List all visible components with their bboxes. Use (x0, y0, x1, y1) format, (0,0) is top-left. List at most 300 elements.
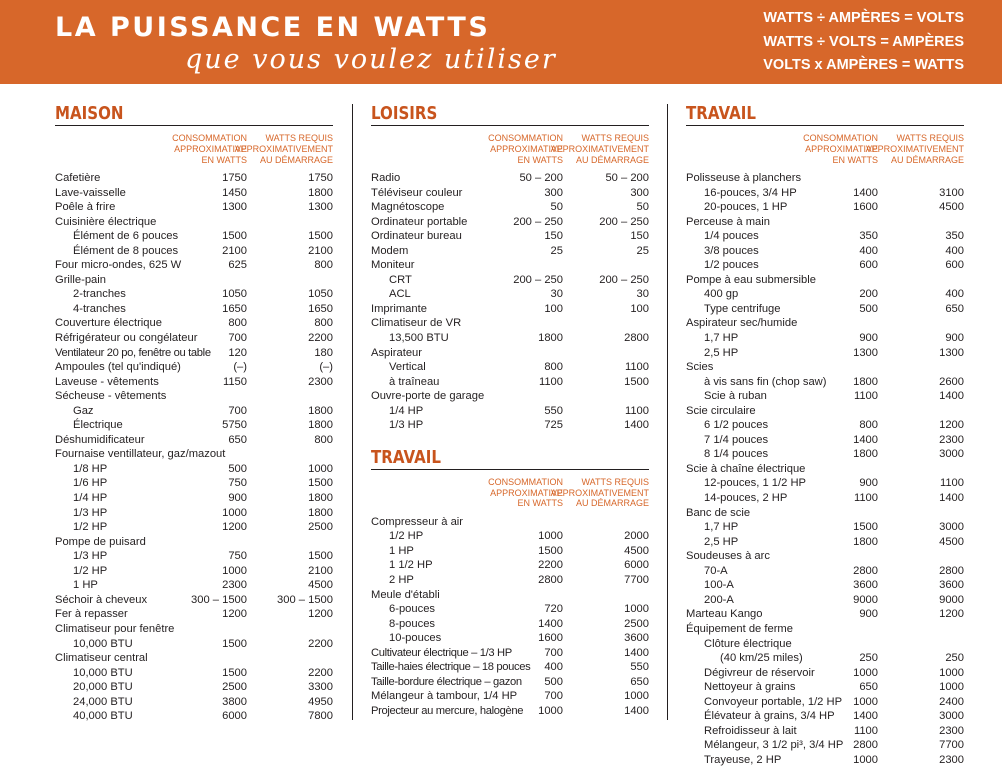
consumption-value: 1500 (222, 637, 247, 650)
startup-value: 25 (636, 244, 649, 257)
table-row (55, 418, 333, 433)
startup-value: 2100 (308, 244, 333, 257)
appliance-label: Ordinateur portable (371, 215, 468, 228)
consumption-value: 1000 (853, 695, 878, 708)
startup-value: 2800 (624, 332, 649, 345)
formula-volts: WATTS ÷ AMPÈRES = VOLTS (763, 10, 964, 26)
table-row (371, 617, 649, 632)
appliance-label: Radio (371, 172, 401, 184)
formula-watts: VOLTS x AMPÈRES = WATTS (763, 57, 964, 73)
header-consumption: CONSOMMATION APPROXIMATIVE EN WATTS (803, 133, 878, 165)
rows-maison (55, 171, 333, 724)
appliance-label: Réfrigérateur ou congélateur (55, 332, 198, 345)
appliance-label: Taille-haies électrique – 18 pouces (371, 661, 531, 674)
appliance-label: 1/3 HP (73, 506, 108, 519)
table-row (371, 258, 649, 273)
consumption-value: 900 (228, 492, 247, 505)
appliance-label: 1/4 HP (389, 404, 424, 417)
startup-value: 3000 (939, 710, 964, 723)
table-row (686, 724, 964, 739)
table-row (686, 738, 964, 753)
startup-value: 1400 (624, 419, 649, 432)
rows-travail-right (686, 171, 964, 767)
startup-value: 1100 (624, 404, 649, 417)
table-row (686, 593, 964, 608)
table-row (371, 375, 649, 390)
appliance-label: Électrique (73, 419, 123, 432)
consumption-value: 750 (228, 477, 247, 490)
appliance-label: Scie circulaire (686, 404, 756, 417)
table-row (55, 186, 333, 201)
appliance-label: Banc de scie (686, 506, 751, 519)
appliance-label: 24,000 BTU (73, 695, 133, 708)
table-row (686, 637, 964, 652)
consumption-value: 900 (859, 332, 878, 345)
appliance-label: Pompe de puisard (55, 535, 146, 548)
startup-value: 1800 (308, 186, 333, 199)
appliance-label: 40,000 BTU (73, 710, 133, 723)
appliance-label: Couverture électrique (55, 317, 162, 330)
startup-value: 2300 (308, 375, 333, 388)
consumption-value: 1400 (538, 617, 563, 630)
appliance-label: 10-pouces (389, 632, 442, 645)
appliance-label: Pompe à eau submersible (686, 273, 816, 286)
table-row (55, 709, 333, 724)
appliance-label: Vertical (389, 361, 426, 374)
rows-travail-mid (371, 515, 649, 719)
consumption-value: 1200 (222, 608, 247, 621)
header-consumption: CONSOMMATION APPROXIMATIVE EN WATTS (488, 476, 563, 509)
startup-value: 1000 (624, 603, 649, 616)
consumption-value: 1100 (853, 492, 878, 505)
consumption-value: 120 (228, 346, 247, 359)
appliance-label: Cafetière (55, 172, 101, 184)
table-row (686, 666, 964, 681)
table-row (686, 607, 964, 622)
appliance-label: Climatiseur pour fenêtre (55, 622, 175, 635)
table-row (686, 622, 964, 637)
appliance-label: Mélangeur, 3 1/2 pi³, 3/4 HP (704, 739, 844, 752)
startup-value: 180 (314, 346, 333, 359)
table-row (371, 215, 649, 230)
appliance-label: 1/6 HP (73, 477, 108, 490)
appliance-label: Taille-bordure électrique – gazon (371, 675, 522, 688)
table-row (371, 544, 649, 559)
consumption-value: 1500 (538, 544, 563, 557)
startup-value: 2200 (308, 637, 333, 650)
appliance-label: 2-tranches (73, 288, 126, 301)
appliance-label: Four micro-ondes, 625 W (55, 259, 182, 272)
consumption-value: 1200 (222, 521, 247, 534)
startup-value: 300 (630, 186, 649, 199)
appliance-label: Gaz (73, 404, 94, 417)
consumption-value: 1750 (222, 172, 247, 184)
column-headers (686, 133, 964, 171)
appliance-label: Scie à chaîne électrique (686, 462, 806, 475)
consumption-value: 1500 (853, 521, 878, 534)
table-row (55, 666, 333, 681)
appliance-label: Convoyeur portable, 1/2 HP (704, 695, 843, 708)
table-row (686, 244, 964, 259)
table-row (686, 375, 964, 390)
startup-value: 1000 (624, 690, 649, 703)
header-startup: WATTS REQUIS APPROXIMATIVEMENT AU DÉMARRAGE (865, 133, 964, 165)
table-row (371, 646, 649, 661)
table-row (371, 346, 649, 361)
table-row (371, 529, 649, 544)
appliance-label: Perceuse à main (686, 215, 770, 228)
table-row (686, 462, 964, 477)
appliance-label: 14-pouces, 2 HP (704, 492, 788, 505)
appliance-label: 1/2 HP (389, 530, 424, 543)
startup-value: 1500 (308, 230, 333, 243)
appliance-label: Ouvre-porte de garage (371, 390, 485, 403)
appliance-label: Climatiseur de VR (371, 317, 462, 330)
consumption-value: 625 (228, 259, 247, 272)
startup-value: 3300 (308, 681, 333, 694)
appliance-label: Ventilateur 20 po, fenêtre ou table (55, 346, 211, 359)
appliance-label: Déshumidificateur (55, 433, 145, 446)
table-row (55, 695, 333, 710)
header-banner (0, 0, 1002, 84)
startup-value: 400 (945, 288, 964, 301)
appliance-label: 7 1/4 pouces (704, 433, 769, 446)
appliance-label: 20,000 BTU (73, 681, 133, 694)
startup-value: 2100 (308, 564, 333, 577)
table-row (686, 578, 964, 593)
appliance-label: Meule d'établi (371, 588, 440, 601)
startup-value: 1100 (939, 477, 964, 490)
table-row (686, 651, 964, 666)
consumption-value: 1100 (853, 390, 878, 403)
appliance-label: Fer à repasser (55, 608, 128, 621)
consumption-value: 1450 (222, 186, 247, 199)
table-row (55, 404, 333, 419)
table-row (55, 258, 333, 273)
table-row (686, 316, 964, 331)
startup-value: 7800 (308, 710, 333, 723)
startup-value: 6000 (624, 559, 649, 572)
appliance-label: 6 1/2 pouces (704, 419, 769, 432)
table-row (371, 404, 649, 419)
consumption-value: 1000 (853, 753, 878, 766)
table-row (55, 244, 333, 259)
consumption-value: 3600 (853, 579, 878, 592)
consumption-value: 750 (228, 550, 247, 563)
startup-value: 200 – 250 (599, 215, 649, 228)
consumption-value: 1600 (853, 201, 878, 214)
startup-value: 1500 (624, 375, 649, 388)
consumption-value: 700 (228, 404, 247, 417)
table-row (371, 244, 649, 259)
startup-value: 1800 (308, 404, 333, 417)
consumption-value: 5750 (222, 419, 247, 432)
startup-value: 7700 (624, 574, 649, 587)
consumption-value: 2800 (853, 739, 878, 752)
table-row (55, 520, 333, 535)
consumption-value: 1000 (222, 564, 247, 577)
appliance-label: Cultivateur électrique – 1/3 HP (371, 646, 512, 659)
table-row (371, 558, 649, 573)
appliance-label: 6-pouces (389, 603, 436, 616)
table-row (371, 418, 649, 433)
appliance-label: Laveuse - vêtements (55, 375, 159, 388)
consumption-value: 300 (544, 186, 563, 199)
appliance-label: 4-tranches (73, 302, 126, 315)
appliance-label: 1/3 HP (73, 550, 108, 563)
consumption-value: 100 (544, 302, 563, 315)
appliance-label: CRT (389, 273, 412, 286)
appliance-label: Modem (371, 244, 409, 257)
appliance-label: à traîneau (389, 375, 440, 388)
appliance-label: Nettoyeur à grains (704, 681, 796, 694)
appliance-label: 1/4 pouces (704, 230, 759, 243)
table-row (55, 564, 333, 579)
appliance-label: 1/2 HP (73, 521, 108, 534)
table-row (55, 346, 333, 361)
table-row (371, 171, 649, 186)
table-row (55, 273, 333, 288)
appliance-label: 1 1/2 HP (389, 559, 433, 572)
table-row (55, 375, 333, 390)
table-row (55, 316, 333, 331)
consumption-value: 1400 (853, 433, 878, 446)
table-row (55, 593, 333, 608)
table-row (686, 389, 964, 404)
startup-value: 1650 (308, 302, 333, 315)
header-startup: WATTS REQUIS APPROXIMATIVEMENT AU DÉMARRAGE (550, 476, 649, 509)
startup-value: 1500 (308, 550, 333, 563)
appliance-label: 1/3 HP (389, 419, 424, 432)
table-row (371, 515, 649, 530)
consumption-value: 400 (859, 244, 878, 257)
startup-value: 400 (945, 244, 964, 257)
appliance-label: 1,7 HP (704, 332, 739, 345)
startup-value: 800 (314, 317, 333, 330)
appliance-label: 12-pouces, 1 1/2 HP (704, 477, 806, 490)
startup-value: 1200 (939, 608, 964, 621)
appliance-label: 2 HP (389, 574, 414, 587)
header-consumption: CONSOMMATION APPROXIMATIVE EN WATTS (172, 133, 247, 165)
consumption-value: 1000 (222, 506, 247, 519)
table-row (686, 171, 964, 186)
table-row (55, 637, 333, 652)
startup-value: 550 (630, 661, 649, 674)
table-row (686, 491, 964, 506)
section-travail-mid (371, 447, 649, 719)
consumption-value: 200 (859, 288, 878, 301)
startup-value: 1000 (939, 681, 964, 694)
startup-value: 1400 (624, 646, 649, 659)
table-row (686, 287, 964, 302)
table-row (55, 171, 333, 186)
appliance-label: Sécheuse - vêtements (55, 390, 167, 403)
consumption-value: 2800 (538, 574, 563, 587)
page-subtitle: que vous voulez utiliser (185, 44, 557, 75)
consumption-value: 1500 (222, 230, 247, 243)
consumption-value: 500 (859, 302, 878, 315)
table-row (686, 215, 964, 230)
table-row (371, 704, 649, 719)
startup-value: 650 (945, 302, 964, 315)
table-row (55, 215, 333, 230)
startup-value: 1800 (308, 506, 333, 519)
startup-value: 4500 (939, 535, 964, 548)
appliance-label: Aspirateur (371, 346, 422, 359)
consumption-value: 9000 (853, 593, 878, 606)
consumption-value: 1300 (222, 201, 247, 214)
consumption-value: 1800 (853, 375, 878, 388)
table-row (371, 229, 649, 244)
consumption-value: 2500 (222, 681, 247, 694)
consumption-value: 1100 (853, 724, 878, 737)
consumption-value: 1400 (853, 186, 878, 199)
startup-value: 300 – 1500 (277, 593, 333, 606)
table-row (686, 535, 964, 550)
startup-value: 200 – 250 (599, 273, 649, 286)
startup-value: 1800 (308, 419, 333, 432)
table-row (686, 418, 964, 433)
appliance-label: 1,7 HP (704, 521, 739, 534)
appliance-label: Grille-pain (55, 273, 106, 286)
table-row (371, 273, 649, 288)
table-row (371, 287, 649, 302)
consumption-value: 650 (859, 681, 878, 694)
startup-value: 1750 (308, 172, 333, 184)
consumption-value: 550 (544, 404, 563, 417)
consumption-value: 725 (544, 419, 563, 432)
table-row (686, 229, 964, 244)
consumption-value: 800 (859, 419, 878, 432)
consumption-value: 800 (544, 361, 563, 374)
consumption-value: 2300 (222, 579, 247, 592)
consumption-value: 900 (859, 608, 878, 621)
consumption-value: 350 (859, 230, 878, 243)
appliance-label: Cuisinière électrique (55, 215, 157, 228)
table-row (55, 578, 333, 593)
table-row (686, 447, 964, 462)
consumption-value: 1050 (222, 288, 247, 301)
startup-value: 4500 (624, 544, 649, 557)
table-row (55, 680, 333, 695)
section-title-loisirs: LOISIRS (371, 103, 649, 126)
appliance-label: Moniteur (371, 259, 415, 272)
startup-value: 2800 (939, 564, 964, 577)
appliance-label: 2,5 HP (704, 535, 739, 548)
consumption-value: 200 – 250 (513, 273, 563, 286)
startup-value: 50 (636, 201, 649, 214)
table-row (686, 302, 964, 317)
appliance-label: Équipement de ferme (686, 622, 793, 635)
table-row (686, 549, 964, 564)
appliance-label: Type centrifuge (704, 302, 781, 315)
appliance-label: Séchoir à cheveux (55, 593, 148, 606)
formula-amperes: WATTS ÷ VOLTS = AMPÈRES (763, 33, 964, 50)
consumption-value: 1800 (538, 332, 563, 345)
consumption-value: 1650 (222, 302, 247, 315)
appliance-label: Magnétoscope (371, 201, 445, 214)
table-row (55, 535, 333, 550)
consumption-value: (–) (233, 361, 247, 374)
table-row (371, 675, 649, 690)
startup-value: 4500 (939, 201, 964, 214)
consumption-value: 700 (544, 690, 563, 703)
table-row (371, 689, 649, 704)
column-divider (667, 104, 668, 720)
startup-value: 800 (314, 433, 333, 446)
appliance-label: Projecteur au mercure, halogène (371, 704, 524, 717)
column-divider (352, 104, 353, 720)
appliance-label: Imprimante (371, 302, 427, 315)
appliance-label: 200-A (704, 593, 734, 606)
table-row (55, 433, 333, 448)
section-title-travail: TRAVAIL (686, 103, 964, 126)
header-startup: WATTS REQUIS APPROXIMATIVEMENT AU DÉMARRAGE (234, 133, 333, 165)
table-row (371, 573, 649, 588)
startup-value: 50 – 200 (605, 172, 649, 184)
table-row (686, 753, 964, 767)
appliance-label: 1/2 pouces (704, 259, 759, 272)
appliance-label: (40 km/25 miles) (720, 652, 803, 665)
consumption-value: 1000 (538, 530, 563, 543)
appliance-label: Trayeuse, 2 HP (704, 753, 782, 766)
consumption-value: 50 (550, 201, 563, 214)
appliance-label: Élément de 8 pouces (73, 244, 179, 257)
appliance-label: Polisseuse à planchers (686, 172, 802, 184)
startup-value: 2500 (308, 521, 333, 534)
table-row (55, 389, 333, 404)
consumption-value: 1800 (853, 535, 878, 548)
table-row (686, 520, 964, 535)
startup-value: 30 (636, 288, 649, 301)
startup-value: 1200 (939, 419, 964, 432)
consumption-value: 1800 (853, 448, 878, 461)
table-row (371, 302, 649, 317)
header-consumption: CONSOMMATION APPROXIMATIVE EN WATTS (488, 133, 563, 165)
table-row (686, 695, 964, 710)
appliance-label: Scies (686, 361, 714, 374)
page-title: LA PUISSANCE EN WATTS (55, 12, 491, 43)
consumption-value: 200 – 250 (513, 215, 563, 228)
consumption-value: 650 (228, 433, 247, 446)
consumption-value: 300 – 1500 (191, 593, 247, 606)
table-row (686, 186, 964, 201)
table-row (686, 360, 964, 375)
column-headers (371, 133, 649, 171)
table-row (686, 200, 964, 215)
appliance-label: 8 1/4 pouces (704, 448, 769, 461)
table-row (55, 462, 333, 477)
appliance-label: 13,500 BTU (389, 332, 449, 345)
startup-value: 3000 (939, 448, 964, 461)
startup-value: 1050 (308, 288, 333, 301)
startup-value: 900 (945, 332, 964, 345)
table-row (371, 389, 649, 404)
appliance-label: 1 HP (73, 579, 98, 592)
appliance-label: Lave-vaisselle (55, 186, 126, 199)
startup-value: 2300 (939, 753, 964, 766)
consumption-value: 2200 (538, 559, 563, 572)
column-headers (371, 477, 649, 515)
startup-value: 1000 (939, 666, 964, 679)
consumption-value: 1100 (538, 375, 563, 388)
startup-value: 1800 (308, 492, 333, 505)
consumption-value: 2800 (853, 564, 878, 577)
startup-value: 1100 (624, 361, 649, 374)
consumption-value: 800 (228, 317, 247, 330)
table-row (371, 588, 649, 603)
appliance-label: 2,5 HP (704, 346, 739, 359)
